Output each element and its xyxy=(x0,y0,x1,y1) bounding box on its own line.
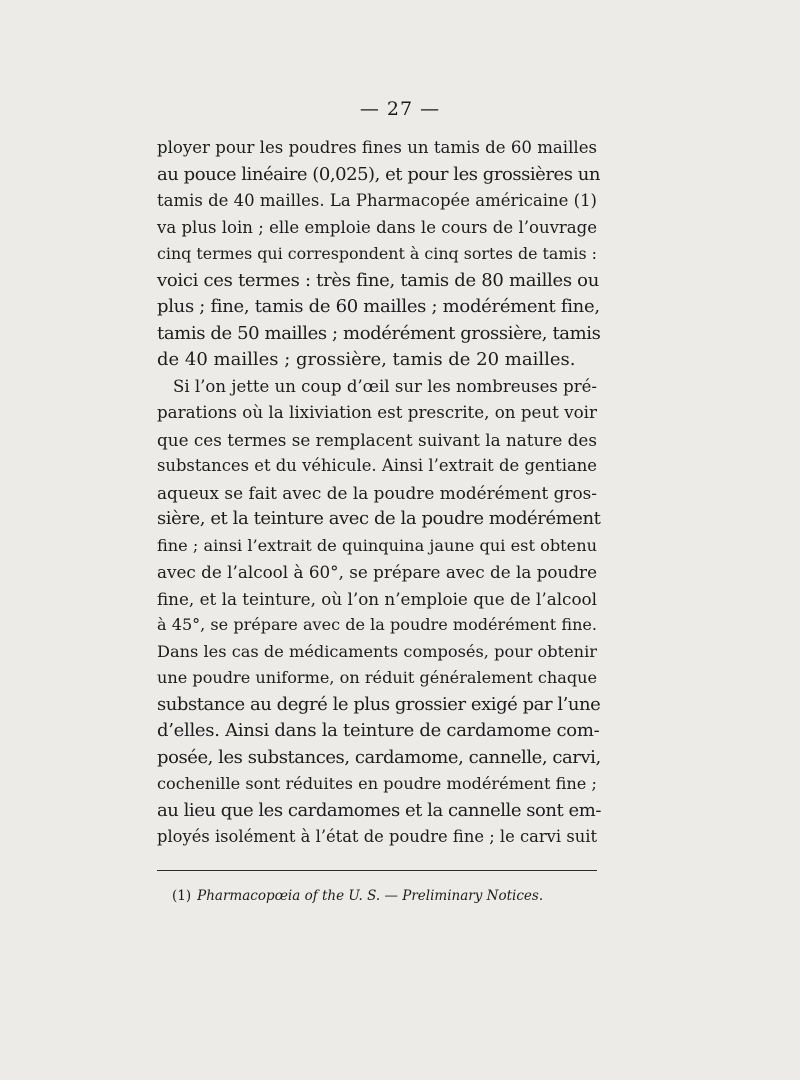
text-line: ployés isolément à l’état de poudre fine ; le carvi suit xyxy=(157,827,597,846)
text-line: va plus loin ; elle emploie dans le cours de l’ouvrage xyxy=(157,217,597,237)
text-line: une poudre uniforme, on réduit généralement chaque xyxy=(157,668,597,687)
text-line: substances et du véhicule. Ainsi l’extrait de gentiane xyxy=(157,456,597,475)
text-line: fine, et la teinture, où l’on n’emploie que de l’alcool xyxy=(157,588,597,609)
text-line: sière, et la teinture avec de la poudre modérément xyxy=(157,508,601,529)
footnote-text: Pharmacopœia of the U. S. — Preliminary Notices. xyxy=(197,888,544,904)
text-line: que ces termes se remplacent suivant la nature des xyxy=(157,429,597,450)
page-number: — 27 — xyxy=(359,98,441,120)
text-line: substance au degré le plus grossier exigé par l’une xyxy=(157,693,601,715)
text-line: à 45°, se prépare avec de la poudre modérément fine. xyxy=(157,615,597,634)
text-line: cinq termes qui correspondent à cinq sortes de tamis : xyxy=(157,244,597,263)
text-line: au lieu que les cardamomes et la cannelle sont em- xyxy=(157,799,601,821)
footnote-rule xyxy=(157,870,597,871)
text-line: ployer pour les poudres fines un tamis de 60 mailles xyxy=(157,138,597,157)
text-line: avec de l’alcool à 60°, se prépare avec de la poudre xyxy=(157,562,597,582)
text-line: d’elles. Ainsi dans la teinture de cardamome com- xyxy=(157,720,600,741)
text-line: voici ces termes : très fine, tamis de 80 mailles ou xyxy=(157,269,599,291)
text-line: fine ; ainsi l’extrait de quinquina jaune qui est obtenu xyxy=(157,535,597,555)
text-line: cochenille sont réduites en poudre modérément fine ; xyxy=(157,774,597,793)
text-line: tamis de 40 mailles. La Pharmacopée américaine (1) xyxy=(157,191,597,210)
text-line: parations où la lixiviation est prescrite, on peut voir xyxy=(157,403,597,422)
text-line: tamis de 50 mailles ; modérément grossière, tamis xyxy=(157,322,601,344)
footnote xyxy=(172,886,592,906)
text-line: de 40 mailles ; grossière, tamis de 20 mailles. xyxy=(157,349,576,370)
text-line: aqueux se fait avec de la poudre modérément gros- xyxy=(157,482,597,503)
body-text xyxy=(157,135,601,851)
text-line: posée, les substances, cardamome, cannelle, carvi, xyxy=(157,746,601,768)
text-line: Si l’on jette un coup d’œil sur les nombreuses pré- xyxy=(173,376,597,396)
text-line: plus ; fine, tamis de 60 mailles ; modérément fine, xyxy=(157,296,600,317)
text-line: au pouce linéaire (0,025), et pour les grossières un xyxy=(157,163,600,185)
text-line: Dans les cas de médicaments composés, pour obtenir xyxy=(157,641,597,661)
footnote-marker: (1) xyxy=(172,888,192,904)
